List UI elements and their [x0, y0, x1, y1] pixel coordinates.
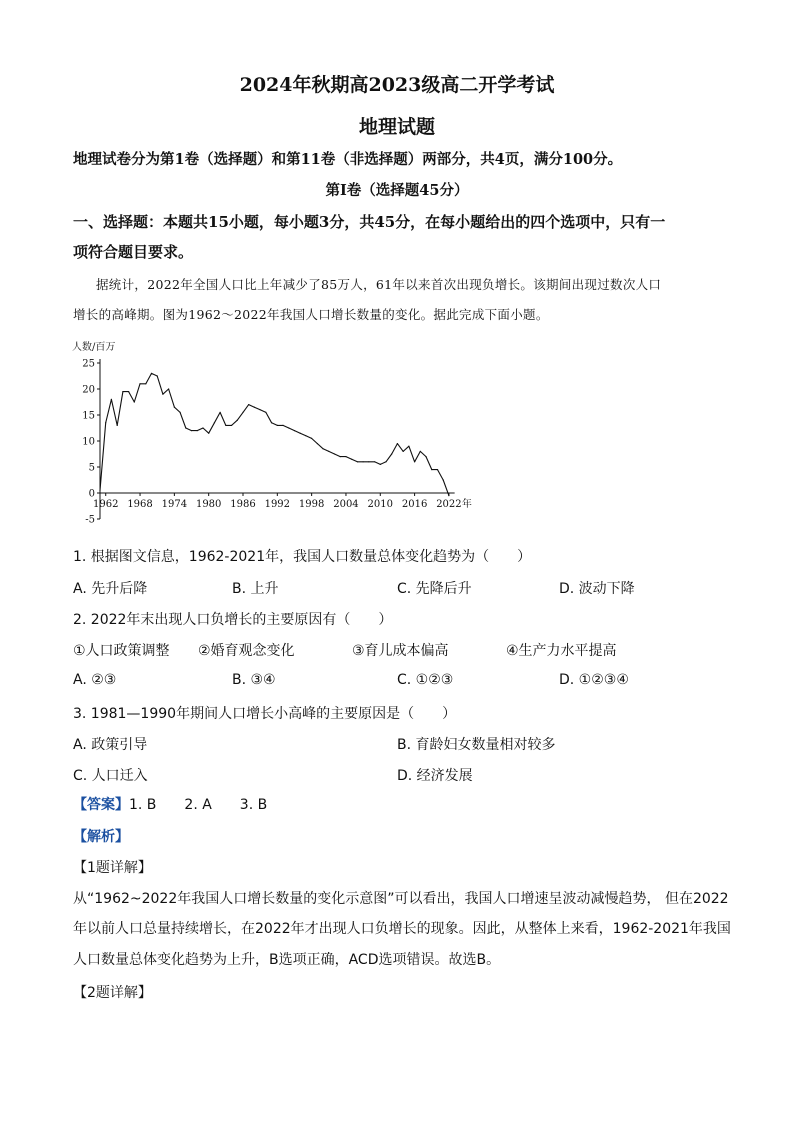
- y-axis-label: 人数/百万: [72, 342, 116, 353]
- q1-detail-line-2: 年以前人口总量持续增长，在2022年才出现人口负增长的现象。因此，从整体上来看，1962-2021年我国: [73, 921, 731, 937]
- data-point: [414, 461, 415, 462]
- q3-option-c[interactable]: C. 人口迁入: [73, 768, 148, 784]
- data-point: [443, 479, 444, 480]
- data-point: [139, 383, 140, 384]
- data-point: [277, 425, 278, 426]
- analysis-tag: 【解析】: [73, 829, 129, 845]
- data-point: [105, 422, 106, 423]
- subject-title: 地理试题: [358, 116, 435, 138]
- data-point: [151, 373, 152, 374]
- question-3-stem: 3. 1981—1990年期间人口增长小高峰的主要原因是（ ）: [73, 706, 457, 722]
- q1-detail-line-1: 从“1962~2022年我国人口增长数量的变化示意图”可以看出，我国人口增速呈波动减慢趋势， 但在2022: [73, 891, 729, 907]
- q2-option-a[interactable]: A. ②③: [73, 672, 117, 688]
- x-tick-label: 1974: [161, 499, 188, 510]
- data-point: [231, 425, 232, 426]
- q2-choice-2: ②婚育观念变化: [198, 643, 295, 659]
- data-point: [317, 443, 318, 444]
- data-point: [220, 412, 221, 413]
- q2-choice-4: ④生产力水平提高: [506, 643, 617, 659]
- passage-line-1: 据统计，2022年全国人口比上年减少了85万人，61年以来首次出现负增长。该期间出现过数次人口: [96, 277, 662, 292]
- data-point: [197, 430, 198, 431]
- data-point: [174, 407, 175, 408]
- data-point: [225, 425, 226, 426]
- question-2-stem: 2. 2022年末出现人口负增长的主要原因有（ ）: [73, 612, 393, 628]
- data-point: [431, 469, 432, 470]
- q1-option-c[interactable]: C. 先降后升: [397, 581, 472, 597]
- data-point: [202, 427, 203, 428]
- y-tick-label: 10: [82, 436, 95, 448]
- data-point: [282, 425, 283, 426]
- y-tick-label: 0: [88, 488, 95, 500]
- data-point: [403, 451, 404, 452]
- series-line: [100, 373, 449, 495]
- q3-option-a[interactable]: A. 政策引导: [73, 737, 148, 753]
- y-tick-label: -5: [85, 514, 95, 526]
- data-point: [237, 420, 238, 421]
- y-tick-label: 25: [82, 358, 95, 370]
- population-growth-chart: [70, 335, 490, 530]
- data-point: [328, 451, 329, 452]
- x-tick-label: 1986: [230, 499, 256, 510]
- answer-line: [73, 795, 733, 815]
- data-point: [357, 461, 358, 462]
- q1-option-a[interactable]: A. 先升后降: [73, 581, 148, 597]
- data-point: [208, 433, 209, 434]
- data-point: [260, 409, 261, 410]
- data-point: [157, 375, 158, 376]
- data-point: [180, 412, 181, 413]
- x-tick-label: 2010: [367, 499, 394, 510]
- q2-choice-3: ③育儿成本偏高: [352, 643, 449, 659]
- y-tick-label: 5: [88, 462, 95, 474]
- data-point: [168, 388, 169, 389]
- data-point: [385, 461, 386, 462]
- q1-option-d[interactable]: D. 波动下降: [559, 581, 635, 597]
- q1-detail-tag: 【1题详解】: [73, 860, 152, 876]
- x-tick-label: 2004: [333, 499, 359, 510]
- exam-title: 2024年秋期高2023级高二开学考试: [239, 74, 555, 96]
- data-point: [214, 422, 215, 423]
- q2-option-d[interactable]: D. ①②③④: [559, 672, 629, 688]
- data-point: [117, 425, 118, 426]
- data-point: [185, 427, 186, 428]
- data-point: [128, 391, 129, 392]
- x-tick-label: 1998: [298, 499, 325, 510]
- data-point: [374, 461, 375, 462]
- data-point: [111, 399, 112, 400]
- analysis-line: [73, 827, 733, 847]
- q2-option-b[interactable]: B. ③④: [232, 672, 276, 688]
- q1-option-b[interactable]: B. 上升: [232, 581, 279, 597]
- chart-series: [99, 373, 449, 496]
- q3-option-d[interactable]: D. 经济发展: [397, 768, 473, 784]
- data-point: [294, 430, 295, 431]
- data-point: [254, 407, 255, 408]
- passage-line-2: 增长的高峰期。图为1962～2022年我国人口增长数量的变化。据此完成下面小题。: [73, 307, 549, 322]
- answer-tag: 【答案】: [73, 797, 129, 813]
- data-point: [265, 412, 266, 413]
- data-point: [323, 448, 324, 449]
- y-tick-label: 20: [82, 384, 95, 396]
- data-point: [420, 451, 421, 452]
- data-point: [300, 433, 301, 434]
- data-point: [248, 404, 249, 405]
- answer-values: 1. B 2. A 3. B: [129, 797, 268, 813]
- section-title: 第I卷（选择题45分）: [325, 182, 469, 199]
- x-tick-label: 1968: [127, 499, 153, 510]
- x-tick-label: 1962: [92, 499, 119, 510]
- data-point: [311, 438, 312, 439]
- data-point: [145, 383, 146, 384]
- data-point: [334, 453, 335, 454]
- data-point: [288, 427, 289, 428]
- data-point: [448, 495, 449, 496]
- x-tick-label: 2016: [401, 499, 428, 510]
- data-point: [345, 456, 346, 457]
- q2-option-c[interactable]: C. ①②③: [397, 672, 454, 688]
- data-point: [408, 446, 409, 447]
- data-point: [391, 453, 392, 454]
- data-point: [351, 459, 352, 460]
- data-point: [271, 422, 272, 423]
- data-point: [162, 394, 163, 395]
- instructions-line-2: 项符合题目要求。: [73, 243, 194, 261]
- x-tick-label: 2022: [436, 499, 462, 510]
- data-point: [242, 412, 243, 413]
- data-point: [191, 430, 192, 431]
- data-point: [368, 461, 369, 462]
- y-tick-label: 15: [82, 410, 95, 422]
- data-point: [122, 391, 123, 392]
- exam-intro: 地理试卷分为第1卷（选择题）和第11卷（非选择题）两部分，共4页，满分100分。: [73, 151, 623, 168]
- data-point: [425, 456, 426, 457]
- data-point: [437, 469, 438, 470]
- x-axis-label: 年: [461, 499, 472, 510]
- x-tick-label: 1992: [264, 499, 291, 510]
- data-point: [397, 443, 398, 444]
- x-tick-label: 1980: [195, 499, 222, 510]
- question-1-stem: 1. 根据图文信息，1962-2021年，我国人口数量总体变化趋势为（ ）: [73, 549, 532, 565]
- data-point: [134, 401, 135, 402]
- instructions-line-1: 一、选择题：本题共15小题，每小题3分，共45分，在每小题给出的四个选项中，只有一: [73, 213, 666, 231]
- x-tick-labels: [93, 493, 472, 510]
- data-point: [99, 490, 100, 491]
- q2-choice-1: ①人口政策调整: [73, 643, 170, 659]
- data-point: [363, 461, 364, 462]
- q1-detail-line-3: 人口数量总体变化趋势为上升，B选项正确，ACD选项错误。故选B。: [73, 952, 501, 968]
- q3-option-b[interactable]: B. 育龄妇女数量相对较多: [397, 737, 556, 753]
- q2-detail-tag: 【2题详解】: [73, 985, 152, 1001]
- data-point: [340, 456, 341, 457]
- data-point: [305, 435, 306, 436]
- data-point: [380, 464, 381, 465]
